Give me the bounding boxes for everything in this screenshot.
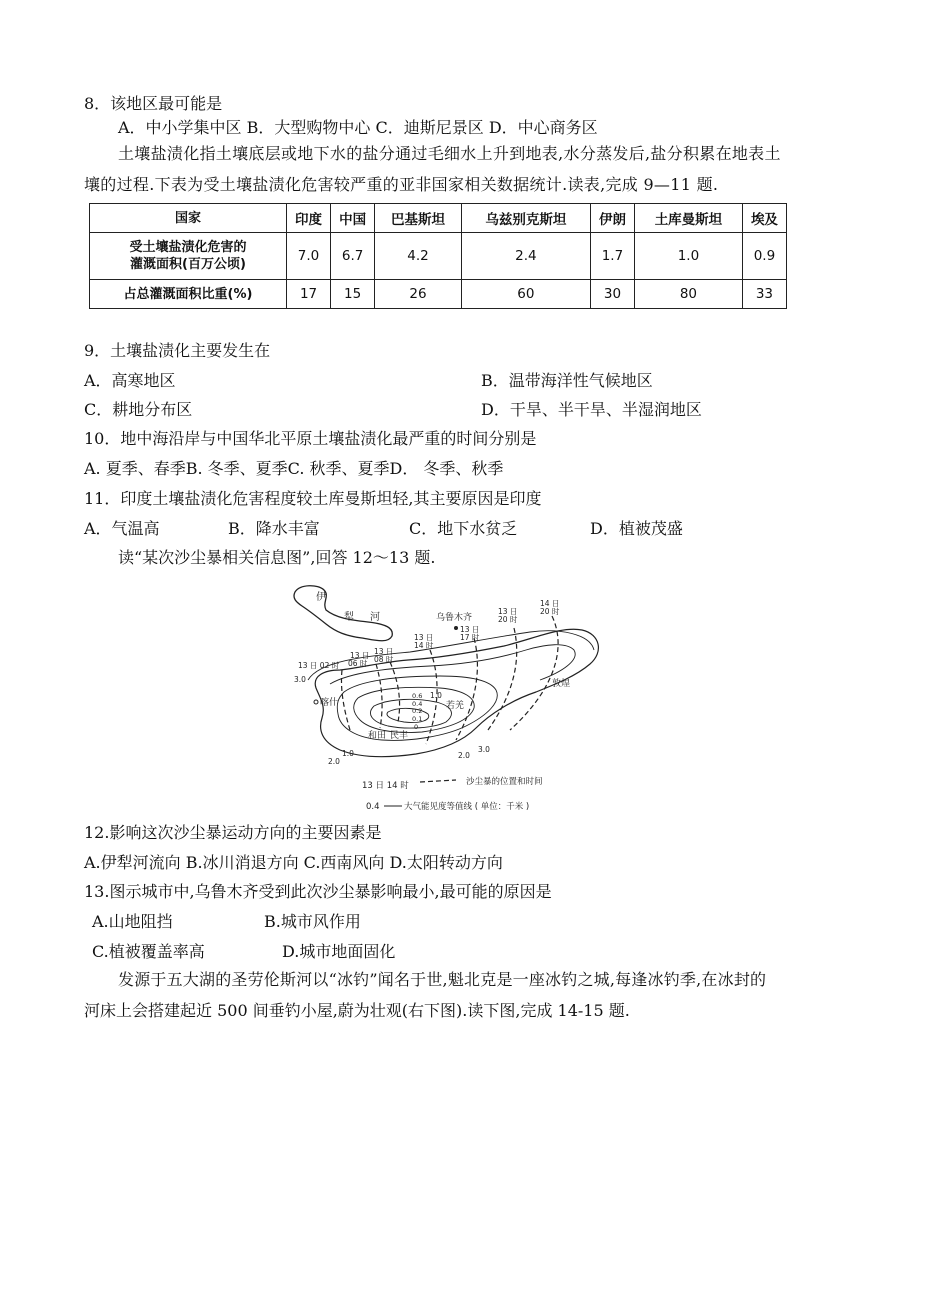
urumqi-dot <box>454 626 458 630</box>
table-country: 中国 <box>331 204 375 233</box>
kashi-dot <box>314 700 318 704</box>
table-row <box>90 233 787 280</box>
q11-option-c: C．地下水贫乏 <box>409 519 518 538</box>
table-cell: 0.9 <box>742 233 786 280</box>
label-yi: 伊 <box>316 592 326 603</box>
front-0202 <box>341 670 350 730</box>
table-cell: 80 <box>635 280 743 309</box>
label-dunhuang: 敦煌 <box>552 679 571 689</box>
intro1-line1: 土壤盐渍化指土壤底层或地下水的盐分通过毛细水上升到地表,水分蒸发后,盐分积累在地表土 <box>118 144 781 163</box>
label-minfeng: 民丰 <box>390 731 409 741</box>
table-cell: 30 <box>590 280 634 309</box>
q12-stem: 12.影响这次沙尘暴运动方向的主要因素是 <box>84 823 382 842</box>
intro3-line2: 河床上会搭建起近 500 间垂钓小屋,蔚为壮观(右下图).读下图,完成 14-15 题. <box>84 1001 630 1020</box>
intro1-line2: 壤的过程.下表为受土壤盐渍化危害较严重的亚非国家相关数据统计.读表,完成 9—11 题. <box>84 175 719 194</box>
legend-dash-line <box>420 780 456 782</box>
q13-option-b: B.城市风作用 <box>264 912 361 931</box>
table-country: 巴基斯坦 <box>375 204 462 233</box>
row1-label-b: 灌溉面积(百万公顷) <box>130 257 246 272</box>
label-t1420: 14 日 <box>540 599 560 608</box>
q9-option-b: B．温带海洋性气候地区 <box>481 371 653 390</box>
label-t0206b: 06 时 <box>348 659 368 668</box>
label-t14b: 14 时 <box>414 641 434 650</box>
label-t0208b: 08 时 <box>374 655 394 664</box>
label-c04: 0.4 <box>412 700 423 708</box>
q10-stem: 10．地中海沿岸与中国华北平原土壤盐渍化最严重的时间分别是 <box>84 429 537 448</box>
front-0208 <box>390 662 400 722</box>
table-header-label: 国家 <box>90 204 287 233</box>
table-cell: 7.0 <box>287 233 331 280</box>
table-country: 印度 <box>287 204 331 233</box>
table-cell: 60 <box>461 280 590 309</box>
label-c00: 0 <box>414 723 419 731</box>
table-cell: 4.2 <box>375 233 462 280</box>
label-ruoqiang: 若羌 <box>446 701 465 711</box>
q11-option-b: B．降水丰富 <box>228 519 320 538</box>
q9-stem: 9．土壤盐渍化主要发生在 <box>84 341 271 360</box>
table-row <box>90 280 787 309</box>
front-0206 <box>376 664 382 728</box>
label-t17b: 17 时 <box>460 633 480 642</box>
table-country: 埃及 <box>742 204 786 233</box>
table-row-label: 占总灌溉面积比重(%) <box>90 280 287 309</box>
q13-option-a: A.山地阻挡 <box>92 912 173 931</box>
label-c01: 0.1 <box>412 715 423 723</box>
q11-stem: 11．印度土壤盐渍化危害程度较土库曼斯坦轻,其主要原因是印度 <box>84 489 542 508</box>
label-t0206: 13 日 <box>350 651 370 660</box>
q13-option-d: D.城市地面固化 <box>282 942 396 961</box>
label-kashi: 喀什 <box>320 698 339 708</box>
legend-vis-desc: 大气能见度等值线 ( 单位：千米 ) <box>404 802 530 812</box>
legend-time-desc: 沙尘暴的位置和时间 <box>466 777 543 787</box>
label-c06: 0.6 <box>412 692 423 700</box>
label-t20b: 20 时 <box>498 615 518 624</box>
q11-option-a: A．气温高 <box>84 519 160 538</box>
table-cell: 15 <box>331 280 375 309</box>
row1-label-a: 受土壤盐渍化危害的 <box>129 240 247 255</box>
label-hotan: 和田 <box>368 731 387 741</box>
label-t1420b: 20 时 <box>540 607 560 616</box>
label-t20: 13 日 <box>498 607 518 616</box>
label-c02: 0.2 <box>412 707 423 715</box>
label-t14: 13 日 <box>414 633 434 642</box>
q9-option-c: C．耕地分布区 <box>84 400 193 419</box>
q8-options: A．中小学集中区 B．大型购物中心 C．迪斯尼景区 D．中心商务区 <box>118 118 598 137</box>
salinization-table <box>89 203 787 309</box>
label-urumqi: 乌鲁木齐 <box>436 613 473 623</box>
q13-option-c: C.植被覆盖率高 <box>92 942 205 961</box>
table-cell: 1.7 <box>590 233 634 280</box>
table-cell: 17 <box>287 280 331 309</box>
intro3-line1: 发源于五大湖的圣劳伦斯河以“冰钓”闻名于世,魁北克是一座冰钓之城,每逢冰钓季,在冰封的 <box>118 970 767 989</box>
table-header-row <box>90 204 787 233</box>
table-country: 乌兹别克斯坦 <box>461 204 590 233</box>
q11-option-d: D．植被茂盛 <box>590 519 683 538</box>
legend-time: 13 日 14 时 <box>362 781 409 791</box>
label-c20b: 2.0 <box>458 751 470 760</box>
table-cell: 26 <box>375 280 462 309</box>
q8-stem: 8．该地区最可能是 <box>84 94 223 113</box>
table-cell: 1.0 <box>635 233 743 280</box>
table-country: 土库曼斯坦 <box>635 204 743 233</box>
q9-option-d: D．干旱、半干旱、半湿润地区 <box>481 400 702 419</box>
label-c10b: 1.0 <box>342 749 354 758</box>
label-he: 河 <box>370 612 380 623</box>
label-t0202: 13 日 02 时 <box>298 661 340 670</box>
table-row-label <box>90 233 287 280</box>
label-c20: 2.0 <box>328 757 340 766</box>
label-t0208: 13 日 <box>374 647 394 656</box>
table-cell: 6.7 <box>331 233 375 280</box>
label-c30: 3.0 <box>294 675 306 684</box>
legend-vis-val: 0.4 <box>366 802 380 812</box>
label-c30b: 3.0 <box>478 745 490 754</box>
q12-options: A.伊犁河流向 B.冰川消退方向 C.西南风向 D.太阳转动方向 <box>84 853 503 872</box>
sandstorm-map <box>290 580 620 820</box>
q13-stem: 13.图示城市中,乌鲁木齐受到此次沙尘暴影响最小,最可能的原因是 <box>84 882 552 901</box>
label-t17: 13 日 <box>460 625 480 634</box>
isoline-0 <box>387 708 429 722</box>
table-cell: 33 <box>742 280 786 309</box>
label-c10: 1.0 <box>430 691 442 700</box>
q9-option-a: A．高寒地区 <box>84 371 176 390</box>
table-country: 伊朗 <box>590 204 634 233</box>
q10-options: A. 夏季、春季B. 冬季、夏季C. 秋季、夏季D． 冬季、秋季 <box>84 459 504 478</box>
region-outline <box>315 629 598 756</box>
intro2: 读“某次沙尘暴相关信息图”,回答 12～13 题. <box>118 548 436 567</box>
table-cell: 2.4 <box>461 233 590 280</box>
label-li: 犁 <box>344 612 354 623</box>
